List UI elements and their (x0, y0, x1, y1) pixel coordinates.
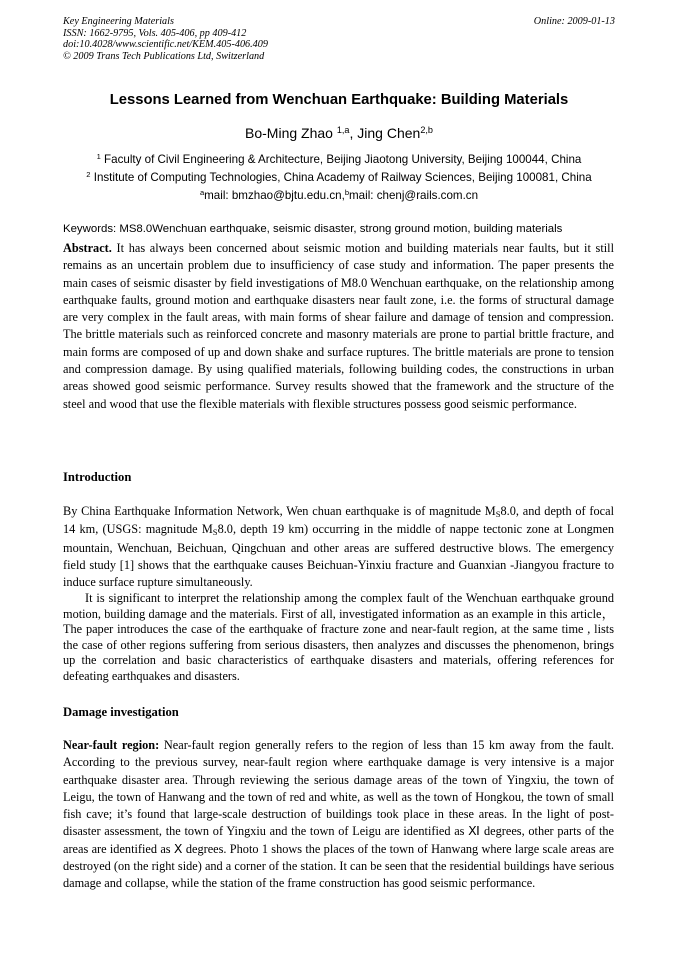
abstract-label: Abstract. (63, 241, 112, 255)
author-1-superscript: 1,a (336, 125, 350, 135)
email-a[interactable]: mail: bmzhao@bjtu.edu.cn, (204, 189, 345, 202)
abstract-text: It has always been concerned about seismic motion and building materials near faults, but it still remains as an uncertain problem due to insufficiency of case study and information. The paper presents the main cases of seismic disaster by field investigations of M8.0 Wenchuan earthquake, on the relationship among earthquake faults, ground motion and earthquake disasters near fault zone, i.e. the forms of structural damage are very complex in the fault areas, with main forms of shear failure and damage of tension and compression. The brittle materials such as reinforced concrete and masonry materials are prone to partial brittle fracture, and main forms are composed of up and down shake and surface ruptures. The brittle materials are prone to tension and compression damage. By using qualified materials, following building codes, the constructions in urban areas showed good seismic performance. Survey results showed that the framework and the structure of the steel and wood that use the flexible materials with flexible structures possess good seismic performance. (63, 241, 614, 411)
affiliation-2-text: Institute of Computing Technologies, China Academy of Railway Sciences, Beijing 100081, China (90, 171, 592, 184)
affiliation-1 (0, 153, 678, 166)
introduction-paragraph-2: It is significant to interpret the relationship among the complex fault of the Wenchuan earthquake ground motion, building damage and the materials. First of all, investigated information as an example in this article，The paper introduces the case of the earthquake of fracture zone and near-fault region, at the same time , lists the case of other regions suffering from serious disasters, then analyzes and discusses the phenomenon, brings up the correlation and basic characteristics of earthquake disasters and materials, offering references for defeating earthquakes and disasters. (63, 591, 614, 683)
near-fault-label: Near-fault region: (63, 738, 160, 752)
affiliation-1-text: Faculty of Civil Engineering & Architecture, Beijing Jiaotong University, Beijing 100044, China (100, 153, 582, 166)
doi-line: doi:10.4028/www.scientific.net/KEM.405-406.409 (63, 39, 268, 50)
email-a-marker: a (199, 187, 205, 197)
introduction-paragraph-1 (63, 503, 614, 591)
intro-p1-part-a: By China Earthquake Information Network, Wen chuan earthquake is of magnitude M (63, 504, 496, 518)
affiliation-2 (0, 171, 678, 184)
issn-line: ISSN: 1662-9795, Vols. 405-406, pp 409-412 (63, 27, 247, 39)
author-2-name: , Jing Chen (349, 125, 421, 141)
magnitude-subscript-2: S (212, 527, 218, 538)
paper-title: Lessons Learned from Wenchuan Earthquake: Building Materials (109, 92, 569, 108)
copyright-line: © 2009 Trans Tech Publications Ltd, Switzerland (63, 50, 265, 62)
near-fault-text: Near-fault region generally refers to the region of less than 15 km away from the fault. According to the previous survey, near-fault region where earthquake damage is very intensive is a major earthquake disaster area. Through reviewing the serious damage areas of the town of Yingxiu, the town of Leigu, the town of Hanwang and the town of red and white, as well as the town of Hongkou, the town of small fish cave; it’s found that large-scale destruction of buildings took place in these areas. In the light of post-disaster assessment, the town of Yingxiu and the town of Leigu are identified as Ⅺ degrees, other parts of the areas are identified as Ⅹ degrees. Photo 1 shows the places of the town of Hanwang where large scale areas are destroyed (on the right side) and a corner of the station. It can be seen that the residential buildings have serious damage and collapse, while the station of the frame construction has good seismic performance. (63, 738, 615, 891)
email-line (0, 189, 678, 202)
affiliation-2-marker: 2 (86, 169, 91, 179)
magnitude-subscript-1: S (495, 509, 501, 520)
damage-investigation-heading: Damage investigation (63, 705, 179, 719)
abstract-paragraph (63, 240, 614, 413)
email-b[interactable]: mail: chenj@rails.com.cn (349, 189, 479, 202)
introduction-heading: Introduction (63, 470, 132, 484)
author-2-superscript: 2,b (420, 125, 433, 135)
journal-header (63, 16, 615, 62)
author-1-name: Bo-Ming Zhao (245, 125, 337, 141)
email-b-marker: b (344, 187, 350, 197)
intro-p1-part-c: 8.0, depth 19 km) occurring in the middle of nappe tectonic zone at Longmen mountain, Wenchuan, Beichuan, Qingchuan and other areas are suffered destructive blows. The emergency field study [1] shows that the earthquake causes Beichuan-Yinxiu fracture and Guanxian -Jiangyou fracture to induce surface rupture simultaneously. (63, 522, 614, 590)
online-date: Online: 2009-01-13 (533, 16, 615, 27)
affiliation-1-marker: 1 (96, 151, 101, 161)
near-fault-paragraph (63, 737, 614, 893)
keywords-line: Keywords: MS8.0Wenchuan earthquake, seismic disaster, strong ground motion, building materials (63, 223, 563, 235)
journal-name: Key Engineering Materials (63, 16, 174, 27)
author-line (0, 125, 678, 141)
intro-p1-part-b: 8.0, and depth of focal 14 km, (USGS: magnitude M (63, 504, 614, 537)
